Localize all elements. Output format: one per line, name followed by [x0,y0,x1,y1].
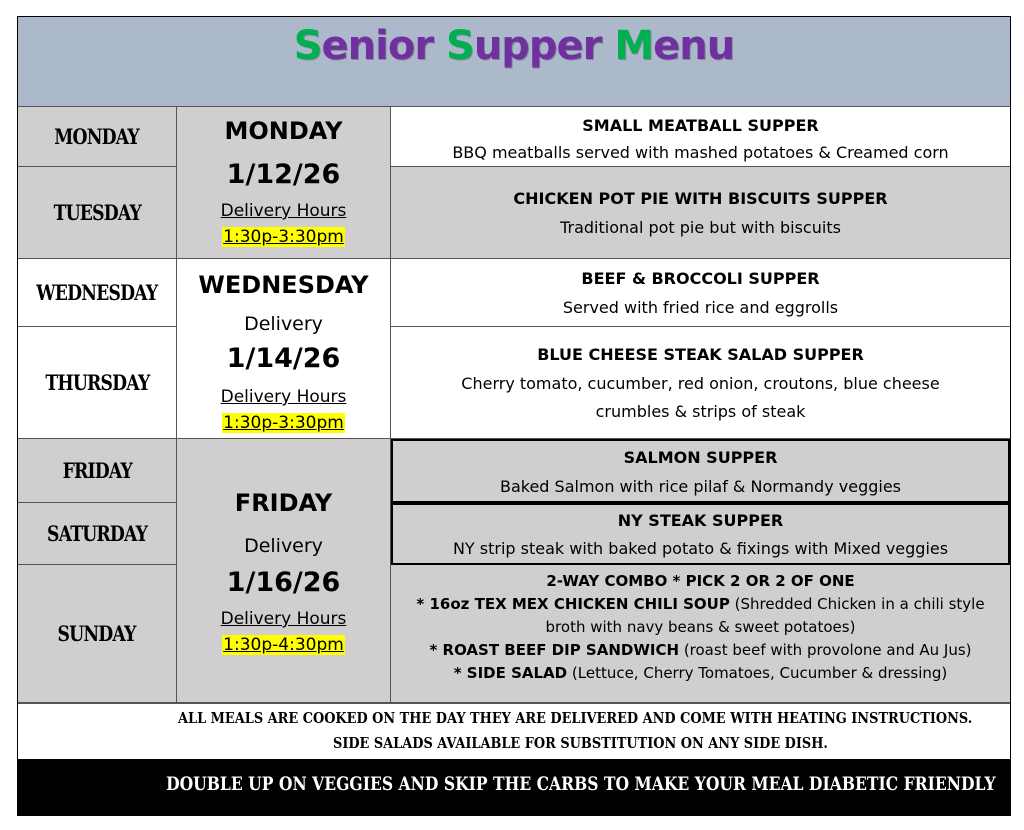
day-tuesday: TUESDAY [18,167,177,259]
delivery-block-wednesday [177,259,391,439]
meal-description: Baked Salmon with rice pilaf & Normandy veggies [499,477,902,496]
meal-tuesday [391,167,1010,259]
page-title: Senior Supper Menu [293,23,735,69]
meal-saturday [391,503,1010,565]
delivery-day-name: MONDAY [224,117,343,145]
footer-note-salads: SIDE SALADS AVAILABLE FOR SUBSTITUTION ON ANY SIDE DISH. [333,734,828,752]
meal-title: CHICKEN POT PIE WITH BISCUITS SUPPER [513,189,888,208]
meal-thursday [391,327,1010,439]
delivery-day-name: WEDNESDAY [198,271,369,299]
footer-banner [18,759,1010,816]
delivery-date: 1/14/26 [226,343,341,374]
day-thursday: THURSDAY [18,327,177,439]
meal-description: BBQ meatballs served with mashed potatoes & Creamed corn [452,143,949,162]
day-monday: MONDAY [18,107,177,167]
meal-title: SMALL MEATBALL SUPPER [582,116,819,135]
delivery-date: 1/12/26 [226,159,341,190]
delivery-label: Delivery [244,313,323,335]
day-saturday: SATURDAY [18,503,177,565]
combo-item-soup: * 16oz TEX MEX CHICKEN CHILI SOUP (Shredded Chicken in a chili style [416,595,985,613]
meal-description-cont: crumbles & strips of steak [595,402,806,421]
combo-item-soup-cont: broth with navy beans & sweet potatoes) [545,618,856,636]
meal-description: Cherry tomato, cucumber, red onion, croutons, blue cheese [461,374,940,393]
combo-title: 2-WAY COMBO * PICK 2 OR 2 OF ONE [546,572,855,590]
meal-title: SALMON SUPPER [623,448,778,467]
delivery-hours: 1:30p-3:30pm [223,413,344,433]
meal-sunday-combo [391,565,1010,703]
footer-notes [18,703,1010,759]
title-bar [18,17,1010,107]
meal-description: NY strip steak with baked potato & fixings with Mixed veggies [452,539,949,558]
meal-wednesday [391,259,1010,327]
day-sunday: SUNDAY [18,565,177,703]
footer-note-cooked: ALL MEALS ARE COOKED ON THE DAY THEY ARE DELIVERED AND COME WITH HEATING INSTRUCTIONS. [178,709,973,727]
delivery-hours-label: Delivery Hours [220,201,347,221]
meal-friday [391,439,1010,503]
menu-sheet [17,16,1011,816]
meal-description: Traditional pot pie but with biscuits [560,218,841,237]
delivery-hours-label: Delivery Hours [220,609,347,629]
delivery-hours: 1:30p-4:30pm [223,635,344,655]
day-wednesday: WEDNESDAY [18,259,177,327]
delivery-hours: 1:30p-3:30pm [223,227,344,247]
delivery-label: Delivery [244,535,323,557]
delivery-day-name: FRIDAY [234,489,333,517]
delivery-hours-label: Delivery Hours [220,387,347,407]
meal-title: BLUE CHEESE STEAK SALAD SUPPER [537,345,864,364]
meal-description: Served with fried rice and eggrolls [562,298,839,317]
combo-item-salad: * SIDE SALAD (Lettuce, Cherry Tomatoes, Cucumber & dressing) [453,664,948,682]
meal-title: BEEF & BROCCOLI SUPPER [581,269,820,288]
diabetic-tip: DOUBLE UP ON VEGGIES AND SKIP THE CARBS TO MAKE YOUR MEAL DIABETIC FRIENDLY [166,773,996,795]
combo-item-sandwich: * ROAST BEEF DIP SANDWICH (roast beef with provolone and Au Jus) [429,641,972,659]
meal-monday [391,107,1010,167]
delivery-date: 1/16/26 [226,567,341,598]
day-friday: FRIDAY [18,439,177,503]
meal-title: NY STEAK SUPPER [617,511,784,530]
delivery-block-monday [177,107,391,259]
delivery-block-friday [177,439,391,703]
